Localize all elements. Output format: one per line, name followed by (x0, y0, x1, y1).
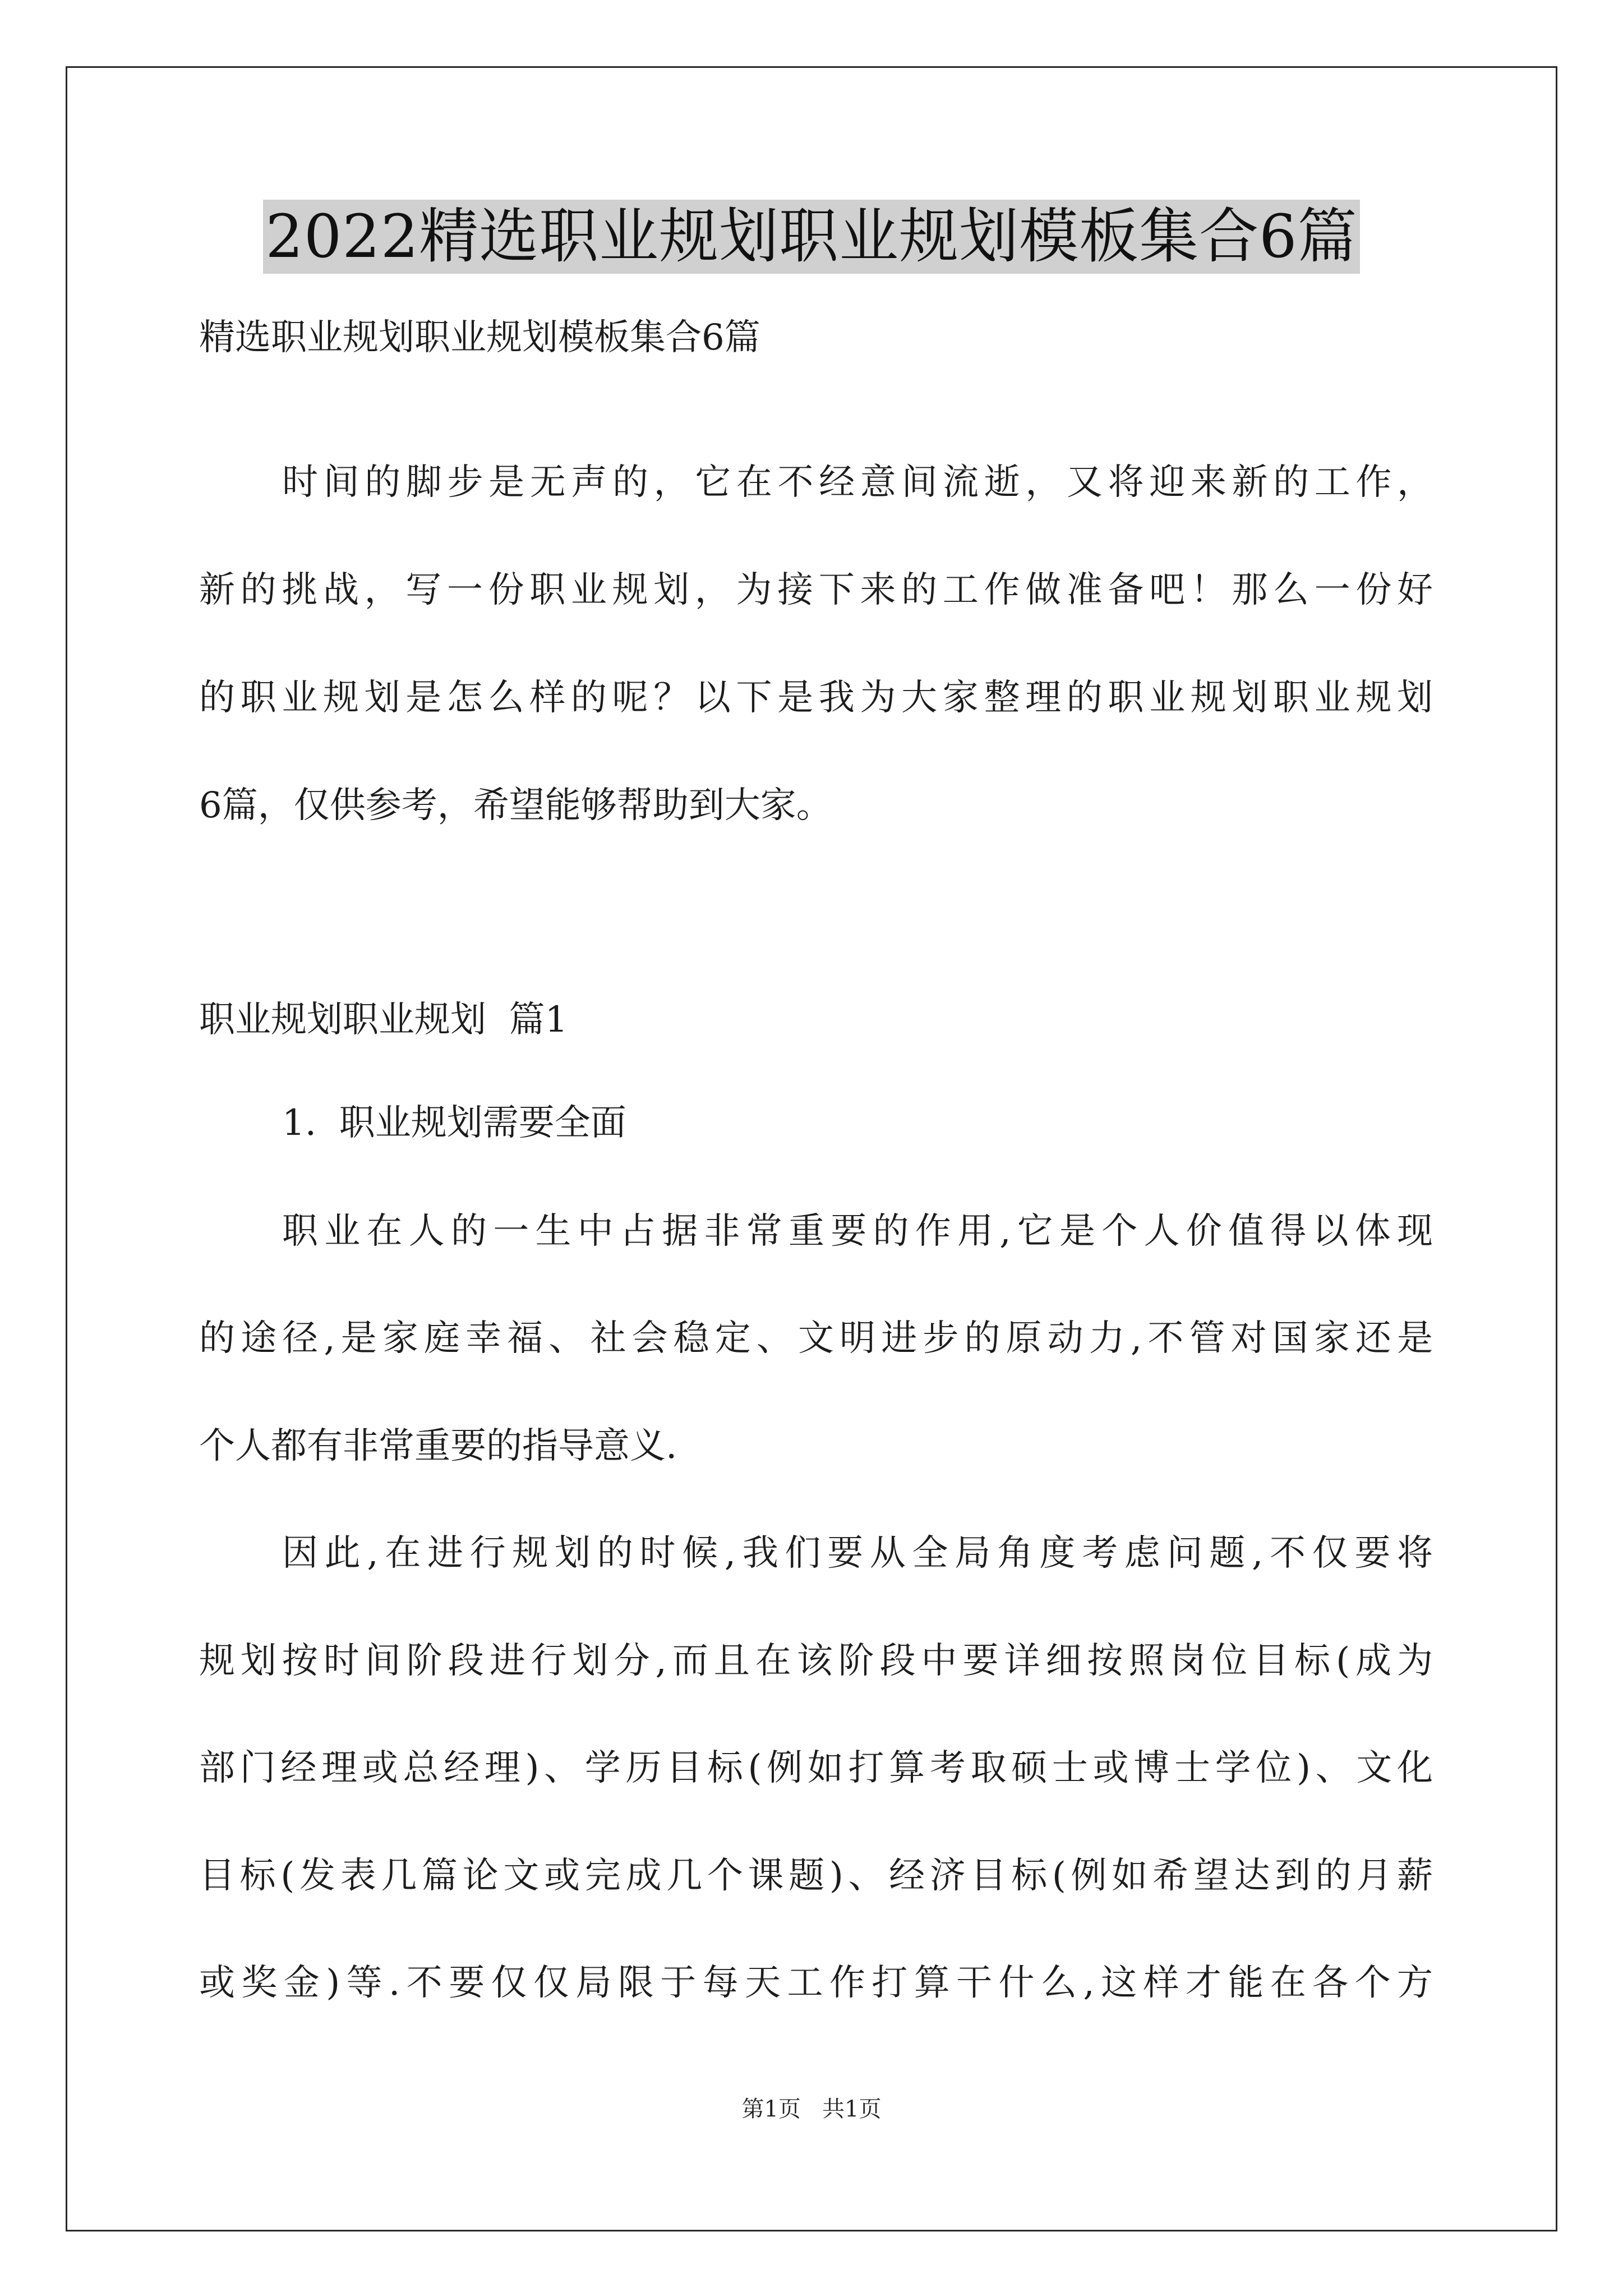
para2-line-4: 目标(发表几篇论文或完成几个课题)、经济目标(例如希望达到的月薪 (199, 1855, 1433, 1897)
para2-line-1: 因此,在进行规划的时候,我们要从全局角度考虑问题,不仅要将 (282, 1533, 1433, 1574)
para1-line-1: 职业在人的一生中占据非常重要的作用,它是个人价值得以体现 (282, 1211, 1433, 1252)
document-title: 2022精选职业规划职业规划模板集合6篇 (263, 200, 1359, 274)
para1-line-2: 的途径,是家庭幸福、社会稳定、文明进步的原动力,不管对国家还是 (199, 1318, 1433, 1359)
page-border (66, 66, 1557, 2231)
intro-line-1: 时间的脚步是无声的，它在不经意间流逝，又将迎来新的工作， (282, 462, 1433, 503)
item-heading: 1. 职业规划需要全面 (282, 1102, 626, 1144)
para1-line-3: 个人都有非常重要的指导意义. (199, 1425, 677, 1467)
para2-line-5: 或奖金)等.不要仅仅局限于每天工作打算干什么,这样才能在各个方 (199, 1962, 1433, 2004)
section-heading: 职业规划职业规划 篇1 (199, 999, 568, 1041)
para2-line-2: 规划按时间阶段进行划分,而且在该阶段中要详细按照岗位目标(成为 (199, 1640, 1433, 1682)
document-subtitle: 精选职业规划职业规划模板集合6篇 (199, 317, 760, 358)
title-container (0, 200, 1623, 274)
intro-line-3: 的职业规划是怎么样的呢？以下是我为大家整理的职业规划职业规划 (199, 677, 1433, 719)
page-number: 第1页 共1页 (741, 2096, 882, 2122)
intro-line-2: 新的挑战，写一份职业规划，为接下来的工作做准备吧！那么一份好 (199, 569, 1433, 611)
para2-line-3: 部门经理或总经理)、学历目标(例如打算考取硕士或博士学位)、文化 (199, 1747, 1433, 1789)
intro-line-4: 6篇，仅供参考，希望能够帮助到大家。 (199, 785, 832, 826)
page-footer (0, 2095, 1623, 2123)
